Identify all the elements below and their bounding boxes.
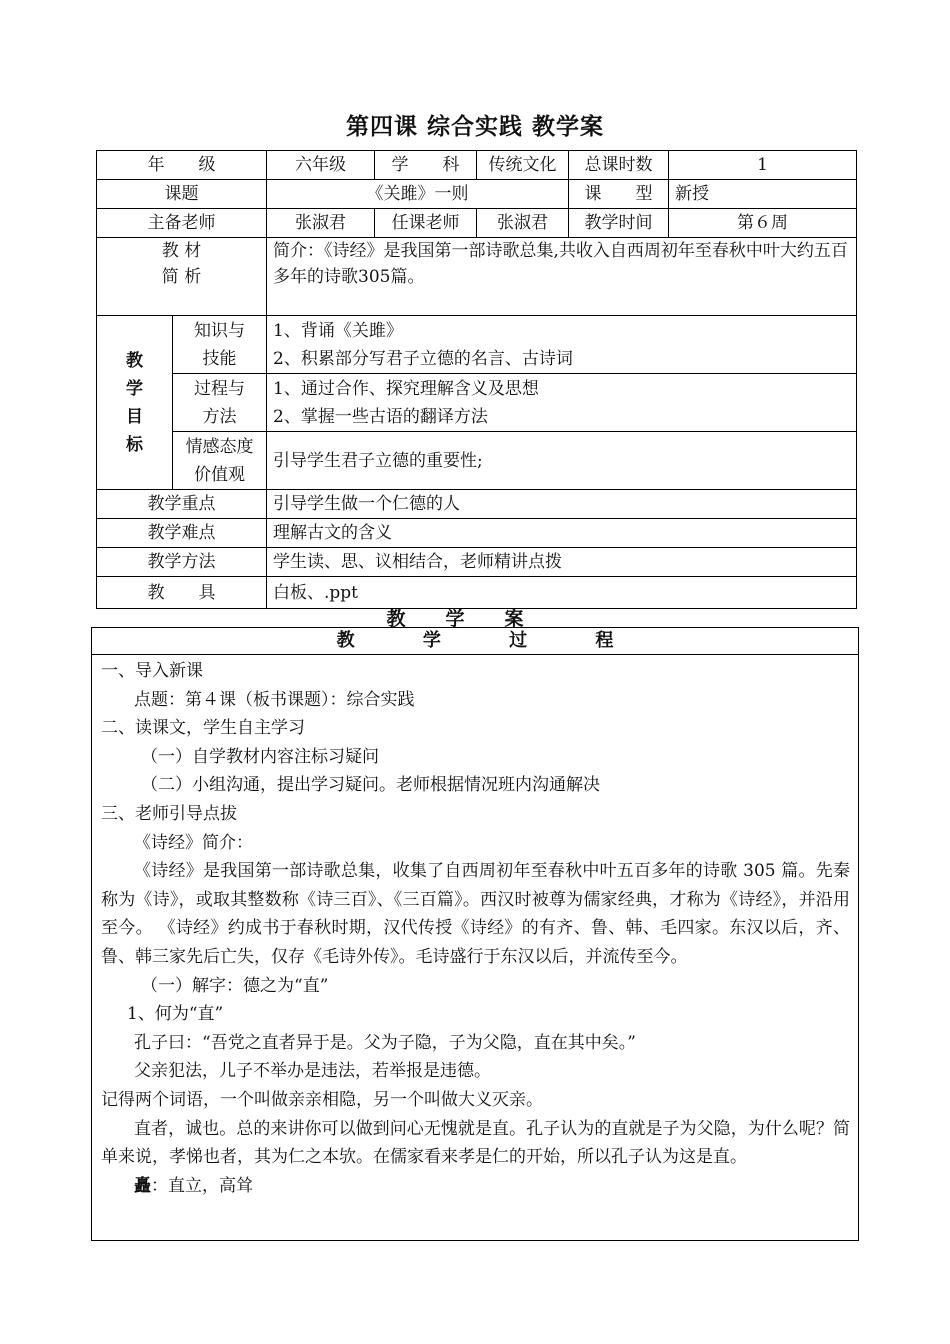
material-label bbox=[97, 238, 267, 316]
goals-char-1: 教 bbox=[126, 350, 143, 371]
chu-meaning: ：直立，高耸 bbox=[151, 1175, 253, 1196]
process-label-line-1: 过程与 bbox=[194, 378, 245, 399]
process-goals bbox=[267, 374, 857, 432]
type-value: 新授 bbox=[669, 180, 857, 209]
emotion-label-line-2: 价值观 bbox=[194, 464, 245, 485]
plan-title: 教学案 bbox=[386, 608, 564, 630]
topic-value: 《关雎》一则 bbox=[267, 180, 569, 209]
hours-value: 1 bbox=[669, 151, 857, 180]
main-teacher-label: 主备老师 bbox=[97, 209, 267, 238]
process-label bbox=[173, 374, 267, 432]
two-words-note: 记得两个词语，一个叫做亲亲相隐，另一个叫做大义灭亲。 bbox=[101, 1089, 543, 1110]
process-label-line-2: 方法 bbox=[202, 406, 237, 427]
goals-char-2: 学 bbox=[126, 378, 143, 399]
shijing-intro-paragraph: 《诗经》是我国第一部诗歌总集，收集了自西周初年至春秋中叶五百多年的诗歌 305 篇。先秦称为《诗》，或取其整数称《诗三百》、《三百篇》。西汉时被尊为儒家经典，才称为《诗经》，并沿用至今。 《诗经》约成书于春秋时期，汉代传授《诗经》的有齐、鲁、韩、毛四家。东汉以后，齐、鲁、韩三家先后亡失，仅存《毛诗外传》。毛诗盛行于东汉以后，并流传至今。 bbox=[101, 861, 850, 967]
material-label-line-1: 教 材 bbox=[161, 241, 202, 261]
time-label: 教学时间 bbox=[569, 209, 669, 238]
type-label: 课 型 bbox=[569, 180, 669, 209]
topic-label: 课题 bbox=[97, 180, 267, 209]
process-heading: 教 学 过 程 bbox=[92, 628, 858, 655]
page-title: 第四课 综合实践 教学案 bbox=[345, 114, 604, 140]
confucius-quote: 孔子曰：“吾党之直者异于是。父为子隐，子为父隐，直在其中矣。” bbox=[134, 1032, 636, 1053]
hours-label: 总课时数 bbox=[569, 151, 669, 180]
process-body bbox=[92, 655, 858, 1200]
section-3-subitem-1: 1、何为“直” bbox=[127, 1004, 224, 1025]
process-goal-1: 1、通过合作、探究理解含义及思想 bbox=[273, 378, 539, 399]
knowledge-label bbox=[173, 316, 267, 374]
material-label-line-2: 简 析 bbox=[161, 267, 202, 287]
section-2-item-2: （二）小组沟通，提出学习疑问。老师根据情况班内沟通解决 bbox=[141, 775, 600, 796]
emotion-label bbox=[173, 432, 267, 490]
difficulty-value: 理解古文的含义 bbox=[267, 519, 857, 548]
focus-value: 引导学生做一个仁德的人 bbox=[267, 490, 857, 519]
material-summary: 简介：《诗经》是我国第一部诗歌总集,共收入自西周初年至春秋中叶大约五百多年的诗歌305篇。 bbox=[267, 238, 857, 316]
main-teacher-value: 张淑君 bbox=[267, 209, 375, 238]
emotion-goal: 引导学生君子立德的重要性; bbox=[267, 432, 857, 490]
goals-char-4: 标 bbox=[126, 434, 143, 455]
knowledge-goal-2: 2、积累部分写君子立德的名言、古诗词 bbox=[273, 348, 573, 369]
teacher-label: 任课老师 bbox=[375, 209, 477, 238]
goals-label bbox=[97, 316, 173, 490]
focus-label: 教学重点 bbox=[97, 490, 267, 519]
tools-value: 白板、.ppt bbox=[267, 577, 857, 609]
method-value: 学生读、思、议相结合，老师精讲点拨 bbox=[267, 548, 857, 577]
section-3-item-1: （一）解字：德之为“直” bbox=[141, 975, 329, 996]
section-1-heading: 一、导入新课 bbox=[101, 661, 203, 681]
emotion-label-line-1: 情感态度 bbox=[185, 436, 254, 457]
knowledge-goals bbox=[267, 316, 857, 374]
chu-character: 矗 bbox=[134, 1175, 151, 1196]
knowledge-goal-1: 1、背诵《关雎》 bbox=[273, 320, 403, 341]
time-value: 第６周 bbox=[669, 209, 857, 238]
subject-value: 传统文化 bbox=[477, 151, 569, 180]
law-note: 父亲犯法，儿子不举办是违法，若举报是违德。 bbox=[134, 1061, 491, 1082]
knowledge-label-line-2: 技能 bbox=[202, 348, 237, 369]
process-goal-2: 2、掌握一些古语的翻译方法 bbox=[273, 406, 488, 427]
teacher-value: 张淑君 bbox=[477, 209, 569, 238]
tools-label: 教 具 bbox=[97, 577, 267, 609]
shijing-intro-heading: 《诗经》简介： bbox=[134, 832, 253, 853]
section-2-item-1: （一）自学教材内容注标习疑问 bbox=[141, 746, 379, 767]
section-2-heading: 二、读课文，学生自主学习 bbox=[101, 718, 305, 739]
subject-label: 学 科 bbox=[375, 151, 477, 180]
lesson-info-table bbox=[96, 150, 857, 609]
section-1-topic: 点题：第４课（板书课题）：综合实践 bbox=[134, 689, 415, 710]
goals-char-3: 目 bbox=[126, 406, 143, 427]
teaching-process-box bbox=[91, 627, 859, 1241]
chu-definition bbox=[101, 1172, 850, 1201]
zhi-explanation: 直者，诚也。总的来讲你可以做到问心无愧就是直。孔子认为的直就是子为父隐，为什么呢？简单来说，孝悌也者，其为仁之本欤。在儒家看来孝是仁的开始，所以孔子认为这是直。 bbox=[101, 1118, 850, 1168]
grade-value: 六年级 bbox=[267, 151, 375, 180]
section-3-heading: 三、老师引导点拔 bbox=[101, 803, 237, 824]
knowledge-label-line-1: 知识与 bbox=[194, 320, 245, 341]
difficulty-label: 教学难点 bbox=[97, 519, 267, 548]
grade-label: 年 级 bbox=[97, 151, 267, 180]
method-label: 教学方法 bbox=[97, 548, 267, 577]
